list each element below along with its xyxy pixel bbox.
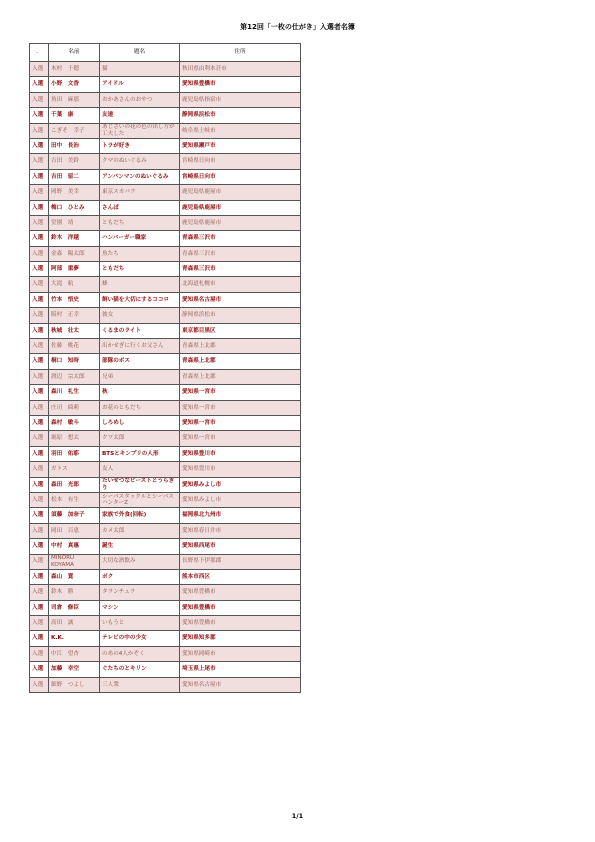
cell-status: 入選 — [30, 631, 49, 646]
cell-address: 愛知県みよし市 — [180, 492, 301, 507]
cell-name: 角田 麻那 — [49, 92, 100, 107]
cell-title: 友人 — [100, 462, 180, 477]
cell-address: 愛知県一宮市 — [180, 385, 301, 400]
cell-address: 愛知県春日井市 — [180, 523, 301, 538]
cell-address: 長野県下伊那郡 — [180, 554, 301, 569]
cell-name: 細野 つよし — [49, 677, 100, 692]
cell-name: 羽田 佑耶 — [49, 446, 100, 461]
cell-name: 千葉 康 — [49, 108, 100, 123]
table-row — [30, 539, 301, 554]
cell-name: 加藤 幸空 — [49, 662, 100, 677]
winners-table — [29, 43, 301, 693]
cell-name: 中村 真惠 — [49, 539, 100, 554]
cell-address: 青森県上北郡 — [180, 369, 301, 384]
header-title: 題名 — [100, 44, 180, 62]
cell-title: クワ太郎 — [100, 431, 180, 446]
table-row — [30, 185, 301, 200]
table-row — [30, 77, 301, 92]
cell-address: 青森県上北郡 — [180, 339, 301, 354]
cell-name: 桐口 知時 — [49, 354, 100, 369]
cell-status: 入選 — [30, 62, 49, 77]
cell-address: 愛知県豊川市 — [180, 446, 301, 461]
cell-name: こぎそ 幸子 — [49, 123, 100, 138]
cell-status: 入選 — [30, 677, 49, 692]
cell-status: 入選 — [30, 600, 49, 615]
table-row — [30, 138, 301, 153]
table-row — [30, 492, 301, 507]
table-row — [30, 554, 301, 569]
cell-status: 入選 — [30, 415, 49, 430]
cell-status: 入選 — [30, 92, 49, 107]
cell-address: 愛知県みよし市 — [180, 477, 301, 492]
cell-status: 入選 — [30, 400, 49, 415]
cell-status: 入選 — [30, 385, 49, 400]
table-row — [30, 123, 301, 138]
table-row — [30, 662, 301, 677]
table-row — [30, 646, 301, 661]
table-body — [30, 62, 301, 693]
cell-name: 松本 有生 — [49, 492, 100, 507]
cell-status: 入選 — [30, 554, 49, 569]
cell-title: あじさいの花の色の出し方が工夫した — [100, 123, 180, 138]
cell-title: タランチュラ — [100, 585, 180, 600]
table-row — [30, 600, 301, 615]
cell-address: 愛知県瀬戸市 — [180, 138, 301, 153]
table-row — [30, 262, 301, 277]
cell-status: 入選 — [30, 369, 49, 384]
cell-name: 大滝 航 — [49, 277, 100, 292]
cell-name: 秋城 壮太 — [49, 323, 100, 338]
cell-title: カメ太郎 — [100, 523, 180, 538]
cell-address: 静岡県浜松市 — [180, 308, 301, 323]
cell-address: 愛知県豊川市 — [180, 462, 301, 477]
table-row — [30, 92, 301, 107]
table-row — [30, 569, 301, 584]
cell-title: BTSとキンプリの人形 — [100, 446, 180, 461]
cell-address: 愛知県一宮市 — [180, 415, 301, 430]
cell-title: お花のともだち — [100, 400, 180, 415]
cell-name: 佐藤 桃花 — [49, 339, 100, 354]
cell-title: さんぽ — [100, 200, 180, 215]
cell-status: 入選 — [30, 123, 49, 138]
cell-name: 岡野 美幸 — [49, 185, 100, 200]
cell-status: 入選 — [30, 569, 49, 584]
cell-address: 青森県三沢市 — [180, 246, 301, 261]
cell-status: 入選 — [30, 215, 49, 230]
table-row — [30, 616, 301, 631]
cell-status: 入選 — [30, 539, 49, 554]
cell-title: ぐたちのとキリン — [100, 662, 180, 677]
cell-address: 愛知県名古屋市 — [180, 677, 301, 692]
table-row — [30, 308, 301, 323]
cell-address: 愛知県豊橋市 — [180, 616, 301, 631]
cell-name: 高田 誠 — [49, 616, 100, 631]
cell-title: しろめし — [100, 415, 180, 430]
cell-name: 司倉 修臣 — [49, 600, 100, 615]
cell-name: K.K. — [49, 631, 100, 646]
table-row — [30, 246, 301, 261]
table-row — [30, 169, 301, 184]
table-row — [30, 154, 301, 169]
cell-title: たいせつなビーストとうらぎり — [100, 477, 180, 492]
cell-title: アイドル — [100, 77, 180, 92]
cell-title: 兄弟 — [100, 369, 180, 384]
cell-status: 入選 — [30, 508, 49, 523]
cell-status: 入選 — [30, 585, 49, 600]
cell-title: 誕生 — [100, 539, 180, 554]
cell-address: 愛知県名古屋市 — [180, 292, 301, 307]
table-row — [30, 677, 301, 692]
cell-status: 入選 — [30, 262, 49, 277]
cell-title: ハンバーガー職家 — [100, 231, 180, 246]
cell-address: 秋田県由利本荘市 — [180, 62, 301, 77]
table-row — [30, 523, 301, 538]
cell-address: 東京都目黒区 — [180, 323, 301, 338]
table-row — [30, 369, 301, 384]
cell-status: 入選 — [30, 185, 49, 200]
cell-title: マシン — [100, 600, 180, 615]
cell-title: ともだち — [100, 215, 180, 230]
cell-address: 宮崎県日向市 — [180, 154, 301, 169]
cell-status: 入選 — [30, 200, 49, 215]
cell-status: 入選 — [30, 169, 49, 184]
cell-title: 友達 — [100, 108, 180, 123]
cell-status: 入選 — [30, 231, 49, 246]
cell-status: 入選 — [30, 446, 49, 461]
cell-title: 部隊のボス — [100, 354, 180, 369]
cell-title: いもうと — [100, 616, 180, 631]
cell-status: 入選 — [30, 292, 49, 307]
table-row — [30, 462, 301, 477]
cell-address: 青森県三沢市 — [180, 231, 301, 246]
cell-address: 宮崎県日向市 — [180, 169, 301, 184]
table-row — [30, 508, 301, 523]
cell-name: 堀原 想太 — [49, 431, 100, 446]
cell-name: 阪村 正幸 — [49, 308, 100, 323]
cell-address: 愛知県豊橋市 — [180, 77, 301, 92]
cell-address: 愛知県西尾市 — [180, 539, 301, 554]
table-row — [30, 215, 301, 230]
table-row — [30, 415, 301, 430]
cell-status: 入選 — [30, 646, 49, 661]
table-row — [30, 585, 301, 600]
cell-title: アンパンマンのぬいぐるみ — [100, 169, 180, 184]
cell-title: シーバスタックルとシーバスハンターZ — [100, 492, 180, 507]
cell-name: 須藤 加奈子 — [49, 508, 100, 523]
table-row — [30, 323, 301, 338]
cell-title: トラが好き — [100, 138, 180, 153]
cell-name: 阿部 重夢 — [49, 262, 100, 277]
cell-status: 入選 — [30, 431, 49, 446]
cell-status: 入選 — [30, 308, 49, 323]
cell-name: 堂園 靖 — [49, 215, 100, 230]
page-title: 第12回「一枚の仕がき」入選者名簿 — [240, 23, 355, 31]
cell-address: 鹿児島県鹿屋市 — [180, 215, 301, 230]
header-status: ． — [30, 44, 49, 62]
table-row — [30, 200, 301, 215]
cell-title: 家族で外食(回転) — [100, 508, 180, 523]
table-row — [30, 631, 301, 646]
cell-address: 鹿児島県指宿市 — [180, 92, 301, 107]
cell-address: 福岡県北九州市 — [180, 508, 301, 523]
cell-name: 森田 光郎 — [49, 477, 100, 492]
cell-address: 愛知県一宮市 — [180, 400, 301, 415]
cell-title: 魚たち — [100, 246, 180, 261]
cell-title: ポク — [100, 569, 180, 584]
cell-title: 東京スカバラ — [100, 185, 180, 200]
cell-title: 出かせぎに行くお父さん — [100, 339, 180, 354]
header-name: 名前 — [49, 44, 100, 62]
cell-name: 岡田 百恵 — [49, 523, 100, 538]
cell-address: 鹿児島県鹿屋市 — [180, 185, 301, 200]
cell-status: 入選 — [30, 108, 49, 123]
cell-status: 入選 — [30, 339, 49, 354]
header-address: 住所 — [180, 44, 301, 62]
cell-address: 愛知県豊橋市 — [180, 600, 301, 615]
cell-title: のあの4人かぞく — [100, 646, 180, 661]
cell-status: 入選 — [30, 277, 49, 292]
cell-status: 入選 — [30, 77, 49, 92]
cell-name: ガトス — [49, 462, 100, 477]
cell-address: 愛知県一宮市 — [180, 431, 301, 446]
cell-title: テレビの中の少女 — [100, 631, 180, 646]
cell-name: 木村 千穂 — [49, 62, 100, 77]
cell-address: 岐阜県土岐市 — [180, 123, 301, 138]
cell-name: 鈴木 洋越 — [49, 231, 100, 246]
table-row — [30, 231, 301, 246]
cell-status: 入選 — [30, 138, 49, 153]
table-row — [30, 339, 301, 354]
cell-name: 金森 陽太郎 — [49, 246, 100, 261]
cell-title: 蜂 — [100, 277, 180, 292]
cell-address: 青森県三沢市 — [180, 262, 301, 277]
cell-address: 愛知県岡崎市 — [180, 646, 301, 661]
cell-status: 入選 — [30, 246, 49, 261]
cell-address: 愛知県知多郡 — [180, 631, 301, 646]
table-row — [30, 431, 301, 446]
cell-address: 愛知県豊橋市 — [180, 585, 301, 600]
cell-status: 入選 — [30, 492, 49, 507]
table-row — [30, 108, 301, 123]
cell-title: 猫 — [100, 62, 180, 77]
cell-name: 竹本 悟史 — [49, 292, 100, 307]
cell-address: 北海道札幌市 — [180, 277, 301, 292]
table-row — [30, 277, 301, 292]
cell-title: 彼女 — [100, 308, 180, 323]
cell-title: くるまのライト — [100, 323, 180, 338]
table-row — [30, 385, 301, 400]
cell-name: 庄司 綺莉 — [49, 400, 100, 415]
cell-status: 入選 — [30, 154, 49, 169]
cell-name: 森山 寛 — [49, 569, 100, 584]
cell-status: 入選 — [30, 354, 49, 369]
cell-status: 入選 — [30, 523, 49, 538]
cell-status: 入選 — [30, 477, 49, 492]
cell-name: 梅口 ひとみ — [49, 200, 100, 215]
cell-name: 中江 望杏 — [49, 646, 100, 661]
cell-status: 入選 — [30, 662, 49, 677]
page-number: 1/1 — [291, 812, 304, 820]
cell-status: 入選 — [30, 616, 49, 631]
cell-address: 埼玉県上尾市 — [180, 662, 301, 677]
cell-status: 入選 — [30, 462, 49, 477]
table-row — [30, 354, 301, 369]
cell-name: 吉田 美鈴 — [49, 154, 100, 169]
cell-title: 三人衆 — [100, 677, 180, 692]
table-header-row — [30, 44, 301, 62]
cell-title: クマのぬいぐるみ — [100, 154, 180, 169]
table-row — [30, 477, 301, 492]
cell-name: 渡辺 宗太郎 — [49, 369, 100, 384]
cell-address: 熊本市西区 — [180, 569, 301, 584]
cell-name: MINORU KOYAMA — [49, 554, 100, 569]
cell-title: ともだち — [100, 262, 180, 277]
cell-title: 秋 — [100, 385, 180, 400]
cell-name: 森川 礼生 — [49, 385, 100, 400]
cell-name: 小野 文香 — [49, 77, 100, 92]
cell-title: 大切な酒飲み — [100, 554, 180, 569]
cell-name: 田中 長治 — [49, 138, 100, 153]
cell-name: 鈴木 勝 — [49, 585, 100, 600]
cell-address: 青森県上北郡 — [180, 354, 301, 369]
table-row — [30, 400, 301, 415]
cell-title: 飼い猫を大切にするココロ — [100, 292, 180, 307]
cell-name: 吉田 留二 — [49, 169, 100, 184]
cell-address: 鹿児島県鹿屋市 — [180, 200, 301, 215]
table-row — [30, 292, 301, 307]
cell-address: 静岡県浜松市 — [180, 108, 301, 123]
cell-title: おかあさんのおやつ — [100, 92, 180, 107]
cell-name: 森村 敏斗 — [49, 415, 100, 430]
table-row — [30, 62, 301, 77]
cell-status: 入選 — [30, 323, 49, 338]
table-row — [30, 446, 301, 461]
